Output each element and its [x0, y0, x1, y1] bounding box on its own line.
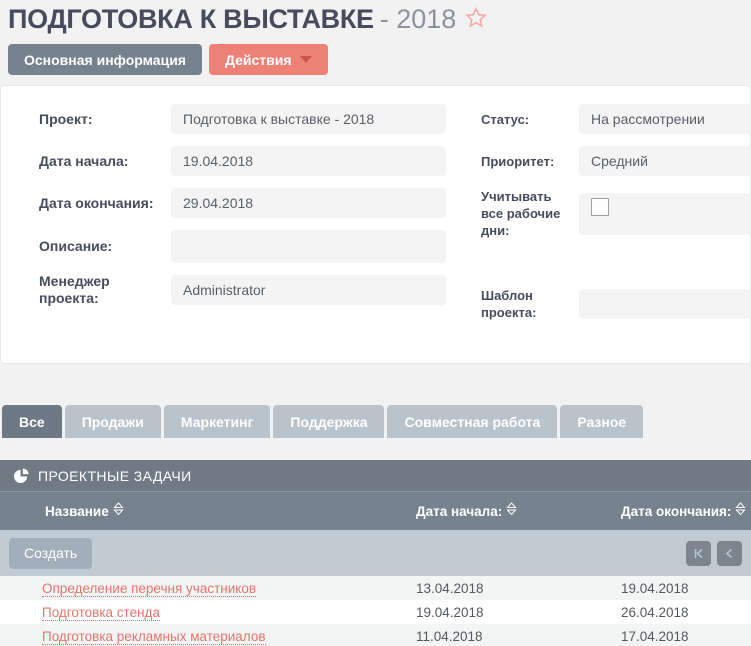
task-row: [0, 600, 751, 624]
column-header-name[interactable]: [0, 504, 410, 519]
category-tab-marketing[interactable]: Маркетинг: [164, 405, 271, 438]
project-template-value[interactable]: [579, 289, 751, 319]
sort-icon[interactable]: [735, 502, 746, 519]
details-right-column: [446, 104, 750, 333]
tab-main-information-label: Основная информация: [24, 51, 186, 68]
project-label: Проект:: [39, 110, 93, 127]
sort-icon[interactable]: [506, 502, 517, 519]
task-end-date: 17.04.2018: [621, 628, 689, 644]
task-start-date: 13.04.2018: [416, 580, 484, 596]
chevron-down-icon: [300, 56, 312, 63]
priority-label: Приоритет:: [481, 153, 555, 169]
task-start-date: 11.04.2018: [416, 628, 483, 644]
sort-icon[interactable]: [113, 502, 124, 519]
create-task-button[interactable]: Создать: [9, 538, 92, 569]
field-project-template: [481, 287, 750, 321]
page-header: [0, 0, 751, 35]
task-end-date: 19.04.2018: [621, 580, 689, 596]
description-value[interactable]: [171, 230, 446, 263]
end-date-label: Дата окончания:: [39, 194, 154, 211]
task-row: [0, 576, 751, 600]
project-tasks-title: ПРОЕКТНЫЕ ЗАДАЧИ: [38, 467, 192, 484]
column-header-end-date-label: Дата окончания:: [621, 503, 732, 519]
status-label: Статус:: [481, 111, 530, 127]
task-link[interactable]: Определение перечня участников: [42, 580, 257, 596]
actions-dropdown-button[interactable]: [209, 44, 328, 75]
actions-dropdown-label: Действия: [224, 51, 292, 68]
category-tab-collaboration[interactable]: Совместная работа: [387, 405, 557, 438]
category-tab-all[interactable]: Все: [2, 405, 62, 438]
project-value[interactable]: Подготовка к выставке - 2018: [171, 104, 446, 134]
status-value[interactable]: На рассмотрении: [579, 104, 751, 134]
project-tasks-header: [0, 460, 751, 492]
field-priority: [481, 146, 750, 176]
column-header-start-date[interactable]: [410, 504, 615, 519]
end-date-value[interactable]: 29.04.2018: [171, 188, 446, 218]
field-project-manager: [39, 273, 446, 307]
field-start-date: [39, 146, 446, 176]
field-project: [39, 104, 446, 134]
task-row: [0, 624, 751, 646]
project-details-panel: [0, 85, 751, 364]
column-header-name-label: Название: [45, 503, 109, 519]
count-all-workdays-box: [579, 193, 751, 235]
field-count-all-workdays: [481, 188, 750, 239]
first-page-button[interactable]: [686, 541, 711, 566]
start-date-label: Дата начала:: [39, 152, 129, 169]
project-template-label: Шаблон проекта:: [481, 288, 537, 320]
category-tab-bar: [0, 405, 751, 438]
project-manager-label: Менеджер проекта:: [39, 273, 110, 306]
favorite-star-icon[interactable]: [464, 6, 488, 35]
task-link[interactable]: Подготовка стенда: [42, 604, 160, 620]
count-all-workdays-checkbox[interactable]: [591, 198, 609, 216]
count-all-workdays-label: Учитывать все рабочие дни:: [481, 189, 561, 238]
project-manager-value[interactable]: Administrator: [171, 275, 446, 305]
page-title: ПОДГОТОВКА К ВЫСТАВКЕ: [8, 4, 374, 34]
column-header-end-date[interactable]: [615, 504, 751, 519]
page-title-suffix: - 2018: [379, 4, 457, 34]
tasks-toolbar: [0, 530, 751, 576]
tab-main-information[interactable]: [8, 44, 202, 75]
priority-value[interactable]: Средний: [579, 146, 751, 176]
pie-chart-icon: [14, 468, 29, 483]
column-header-start-date-label: Дата начала:: [416, 503, 503, 519]
field-status: [481, 104, 750, 134]
category-tab-sales[interactable]: Продажи: [65, 405, 161, 438]
task-start-date: 19.04.2018: [416, 604, 484, 620]
field-end-date: [39, 188, 446, 218]
start-date-value[interactable]: 19.04.2018: [171, 146, 446, 176]
task-link[interactable]: Подготовка рекламных материалов: [42, 628, 266, 644]
field-description: [39, 230, 446, 263]
category-tab-misc[interactable]: Разное: [560, 405, 643, 438]
pagination: [686, 541, 742, 566]
task-end-date: 26.04.2018: [621, 604, 689, 620]
details-left-column: [1, 104, 446, 333]
project-tasks-panel: [0, 460, 751, 646]
tasks-column-header-row: [0, 492, 751, 530]
previous-page-button[interactable]: [717, 541, 742, 566]
description-label: Описание:: [39, 238, 113, 254]
category-tab-support[interactable]: Поддержка: [273, 405, 384, 438]
top-tab-bar: [0, 35, 751, 75]
